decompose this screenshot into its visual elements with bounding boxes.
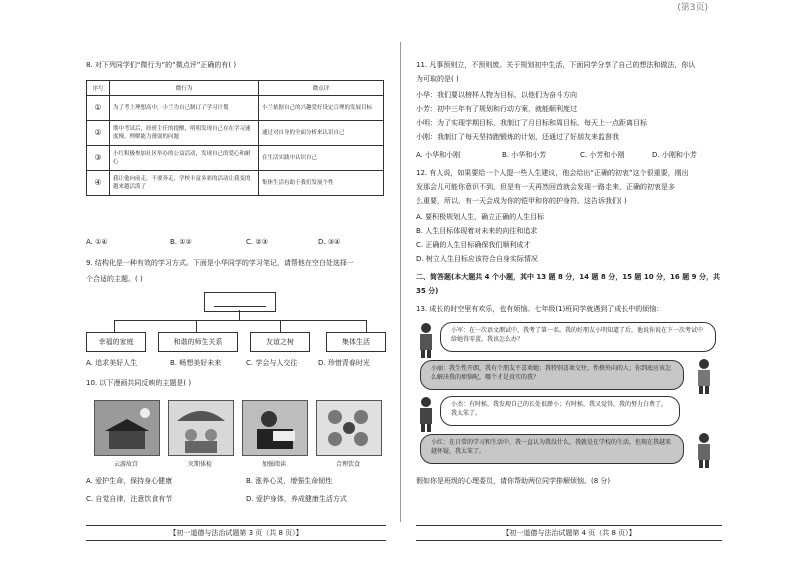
q8-stem: 8. 对下列同学们“微行为”的“微点评”正确的有( ): [86, 61, 237, 69]
q8-option-a[interactable]: A. ①④: [86, 238, 108, 246]
header-comment: 微点评: [259, 81, 384, 96]
q12-option-c[interactable]: C. 正确的人生目标确保我们顺利成才: [416, 241, 531, 249]
q9-stem-line1: 9. 结构化是一种有效的学习方式。下面是小华同学的学习笔记，请帮他在空白处选择一: [86, 259, 354, 267]
q13-stem: 13. 成长的时空里有欢乐，也有烦恼。七年级(1)班同学就遇到了成长中的烦恼：: [416, 305, 664, 313]
caption-checkup: 灾期体检: [187, 461, 212, 468]
left-footer: 【初一道德与法治试题第 3 页（共 8 页）】: [86, 525, 386, 541]
q9-option-d[interactable]: D. 珍惜青春时光: [318, 359, 370, 367]
q10-option-b[interactable]: B. 涨养心灵，增强生命韧性: [246, 477, 333, 485]
q12-option-a[interactable]: A. 要积极规划人生，确立正确的人生目标: [416, 213, 545, 221]
q8-table: [86, 80, 384, 196]
header-num: 序号: [87, 81, 110, 96]
student-figure-icon: [694, 358, 714, 394]
row-act: 小红积极参加社区举办的公益活动，发现自己的爱心和耐心: [110, 146, 259, 171]
speech-bubble-xiaohong: [420, 434, 684, 464]
row-comment: 在生活实践中认识自己: [259, 146, 384, 171]
speech-bubble-xiaoli: [420, 360, 684, 390]
row-act: 我让他向前走，不要奔走，学校丰富多彩的活动让我变的越来越活泼了: [110, 171, 259, 196]
speech-bubble-xiaojun: [440, 322, 716, 352]
q12-option-d[interactable]: D. 树立人生目标应该符合自身实际情况: [416, 255, 538, 263]
q11-stem-line1: 11. 凡事预则立，不预则废。关于规划初中生活，下面同学分享了自己的想法和做法，你认: [416, 61, 696, 69]
q12-stem-line3: 么重要，所以，有一天会成为你的铠甲和你的护身符。这告诉我们( ): [416, 197, 627, 205]
row-num: ①: [87, 96, 110, 121]
q11-item-1: 小华：我们要以榜样人物为目标，以他们为奋斗方向: [416, 91, 577, 99]
connector: [280, 320, 281, 332]
table-row: [87, 146, 384, 171]
q8-option-b[interactable]: B. ①②: [170, 238, 192, 246]
row-act: 为了考上理想高中，小兰为自己制订了学习计划: [110, 96, 259, 121]
caption-palace: 云游故宫: [113, 461, 138, 468]
q10-option-d[interactable]: D. 爱护身体，养成健康生活方式: [246, 495, 347, 503]
connector: [114, 320, 366, 321]
cartoon-checkup-image: [168, 400, 234, 456]
q11-option-a[interactable]: A. 小华和小刚: [416, 151, 461, 159]
q9-blank-line: [214, 298, 266, 307]
left-page: [86, 40, 386, 540]
connector: [196, 320, 197, 332]
q9-option-c[interactable]: C. 学会与人交往: [246, 359, 298, 367]
bubble-text: 小杰：有时候，我发现自己的长处很渺小；有时候，我又觉得，我的努力白费了，我太笨了。: [451, 401, 668, 417]
connector: [239, 310, 240, 320]
q11-item-4: 小刚：我制订了每天坚持跑锻炼的计划，还通过了好朋友来监督我: [416, 133, 619, 141]
header-act: 微行为: [110, 81, 259, 96]
q9-box-friendship: 友谊之树: [250, 332, 310, 352]
q12-stem-line1: 12. 有人说，如果要给一个人提一些人生建议，他会给出“正确的初衷”这个很重要，刚出: [416, 169, 689, 177]
q13-ask: 假如你是班级的心理委员，请你帮助两位同学排解烦恼。(8 分): [416, 477, 611, 485]
q9-box-teacher-student: 和谐的师生关系: [158, 332, 238, 352]
section-heading-line1: 二、简答题(本大题共 4 个小题，其中 13 题 8 分，14 题 8 分，15 题 10 分，16 题 9 分，共: [416, 273, 720, 281]
q9-box-collective: 集体生活: [326, 332, 386, 352]
student-figure-icon: [416, 396, 436, 432]
corner-mark: (第3页): [677, 3, 708, 13]
right-page: [416, 40, 722, 540]
section-heading-line2: 35 分): [416, 287, 439, 295]
right-footer: 【初一道德与法治试题第 4 页（共 8 页）】: [416, 525, 722, 541]
q10-option-c[interactable]: C. 自觉自律，注意饮食有节: [86, 495, 173, 503]
q9-stem-line2: 个合适的主题。( ): [86, 275, 143, 283]
cartoon-diet-image: [316, 400, 382, 456]
bubble-text: 小军：在一次语文测试中，我考了第一名。我的好朋友小明知道了后，他说你说在下一次考试中给她得零蛋。我该怎么办？: [451, 327, 704, 343]
row-num: ③: [87, 146, 110, 171]
row-comment: 集体生活有助于我们发展个性: [259, 171, 384, 196]
connector: [366, 320, 367, 332]
row-comment: 通过对自身的全面分析来认识自己: [259, 121, 384, 146]
row-act: 期中考试后，经班主任的提醒，明明发现自己存在学习速度慢、理解能力薄弱的问题: [110, 121, 259, 146]
bubble-text: 小丽：我生性开朗，我有个朋友不喜欢她；我特别喜欢交往，性格外向的人；你到底应该怎么解决我的烦恼呢，哪个才是真实的我？: [431, 365, 672, 381]
q9-option-b[interactable]: B. 畅想美好未来: [170, 359, 222, 367]
student-figure-icon: [416, 322, 436, 358]
q10-stem: 10. 以下漫画共同反映的主题是( ): [86, 379, 192, 387]
cartoon-palace-image: [94, 400, 160, 456]
q10-option-a[interactable]: A. 爱护生命，保持身心健康: [86, 477, 173, 485]
table-row: [87, 171, 384, 196]
bubble-text: 小红：在日常的学习和生活中，我一直认为我没什么，我就是在学校的生活，但现在我越来越怀疑，我太笨了。: [431, 439, 672, 455]
page-divider: [400, 42, 401, 522]
table-row: [87, 121, 384, 146]
q11-option-c[interactable]: C. 小芳和小刚: [580, 151, 625, 159]
q11-item-2: 小芳：初中三年有了规划和行动方案，就能顺利度过: [416, 105, 577, 113]
q9-option-a[interactable]: A. 追求美好人生: [86, 359, 138, 367]
connector: [114, 320, 115, 332]
q11-stem-line2: 为可取的是( ): [416, 75, 459, 83]
row-comment: 小兰依据自己的兴趣爱好设定合理的发展目标: [259, 96, 384, 121]
q9-blank-topic-box[interactable]: [204, 292, 276, 312]
caption-reading: 加强阅读: [261, 461, 286, 468]
q12-option-b[interactable]: B. 人生目标体现着对未来的向往和追求: [416, 227, 538, 235]
q9-box-family: 幸福的家庭: [86, 332, 146, 352]
q8-table-header: [87, 81, 384, 96]
student-figure-icon: [694, 432, 714, 468]
q12-stem-line2: 发那会儿可能你意识不到，但是有一天再然回首就会发现一路走来，正确的初衷是多: [416, 183, 675, 191]
table-row: [87, 96, 384, 121]
q11-option-b[interactable]: B. 小华和小芳: [502, 151, 547, 159]
cartoon-reading-image: [242, 400, 308, 456]
row-num: ②: [87, 121, 110, 146]
speech-bubble-xiaojie: [440, 396, 680, 426]
row-num: ④: [87, 171, 110, 196]
q11-option-d[interactable]: D. 小刚和小芳: [652, 151, 697, 159]
q8-option-d[interactable]: D. ③④: [318, 238, 341, 246]
q8-option-c[interactable]: C. ②③: [246, 238, 268, 246]
q11-item-3: 小明：为了实现学期目标，我制订了月目标和周目标，每天上一点距离目标: [416, 119, 647, 127]
caption-diet: 合理饮食: [335, 461, 360, 468]
